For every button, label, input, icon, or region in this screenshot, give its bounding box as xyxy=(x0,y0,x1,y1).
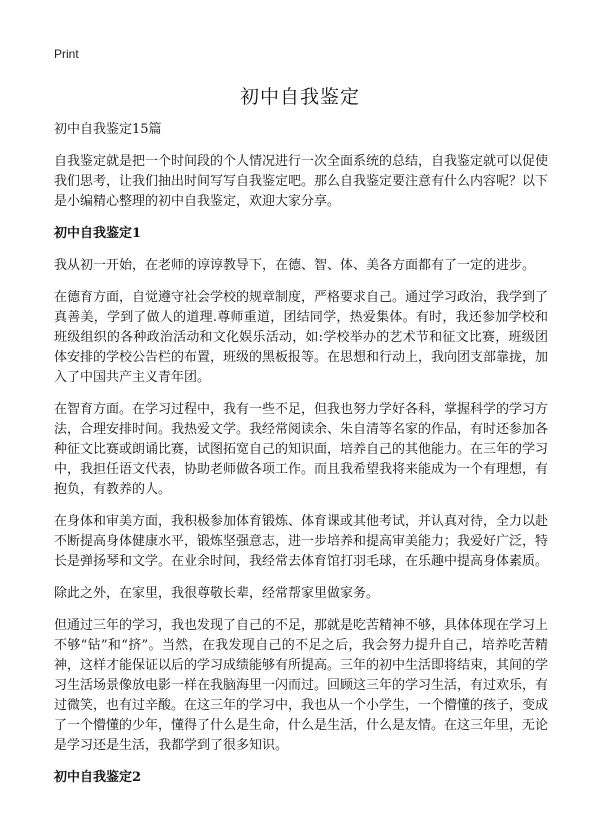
section-paragraph: 我从初一开始，在老师的谆谆教导下，在德、智、体、美各方面都有了一定的进步。 xyxy=(54,258,536,273)
page-title: 初中自我鉴定 xyxy=(239,86,360,108)
document-body xyxy=(54,120,548,800)
print-label: Print xyxy=(54,47,79,61)
section-paragraph: 在身体和审美方面，我积极参加体育锻炼、体育课或其他考试，并认真对待，全力以赴不断提高身体健康水平，锻炼坚强意志，进一步培养和提高审美能力；我爱好广泛，特长是弹扬琴和文学。在业余时间，我经常去体育馆打羽毛球，在乐趣中提高身体素质。 xyxy=(54,514,549,569)
intro-paragraph: 自我鉴定就是把一个时间段的个人情况进行一次全面系统的总结，自我鉴定就可以促使我们思考，让我们抽出时间写写自我鉴定吧。那么自我鉴定要注意有什么内容呢？以下是小编精心整理的初中自我鉴定，欢迎大家分享。 xyxy=(54,154,549,209)
document-subtitle: 初中自我鉴定15篇 xyxy=(54,122,162,137)
section-1 xyxy=(54,224,548,756)
section-paragraph: 在智育方面。在学习过程中，我有一些不足，但我也努力学好各科，掌握科学的学习方法，合理安排时间。我热爱文学。我经常阅读余、朱自清等名家的作品，有时还参加各种征文比赛或朗诵比赛，试图拓宽自己的知识面，培养自己的其他能力。在三年的学习中，我担任语文代表，协助老师做各项工作。而且我希望我将来能成为一个有理想，有抱负，有教养的人。 xyxy=(54,402,549,497)
section-paragraph: 除此之外，在家里，我很尊敬长辈，经常帮家里做家务。 xyxy=(54,586,380,601)
section-paragraph: 在德育方面，自觉遵守社会学校的规章制度，严格要求自己。通过学习政治，我学到了真善美，学到了做人的道理.尊师重道，团结同学，热爱集体。有时，我还参加学校和班级组织的各种政治活动和文化娱乐活动，如:学校举办的艺术节和征文比赛，班级团体安排的学校公告栏的布置，班级的黑板报等。在思想和行动上，我向团支部靠拢，加入了中国共产主义青年团。 xyxy=(54,290,549,385)
section-paragraph: 但通过三年的学习，我也发现了自己的不足，那就是吃苦精神不够，具体体现在学习上不够“钻”和“挤”。当然，在我发现自己的不足之后，我会努力提升自己，培养吃苦精神，这样才能保证以后的学习成绩能够有所提高。三年的初中生活即将结束，其间的学习生活场景像放电影一样在我脑海里一闪而过。回顾这三年的学习生活，有过欢乐，有过微笑，也有过辛酸。在这三年的学习中，我也从一个小学生，一个懵懂的孩子，变成了一个懵懂的少年，懂得了什么是生命，什么是生活，什么是友情。在这三年里，无论是学习还是生活，我都学到了很多知识。 xyxy=(54,618,549,753)
section-heading: 初中自我鉴定1 xyxy=(54,226,142,241)
section-heading: 初中自我鉴定2 xyxy=(54,770,142,785)
section-2 xyxy=(54,768,548,788)
